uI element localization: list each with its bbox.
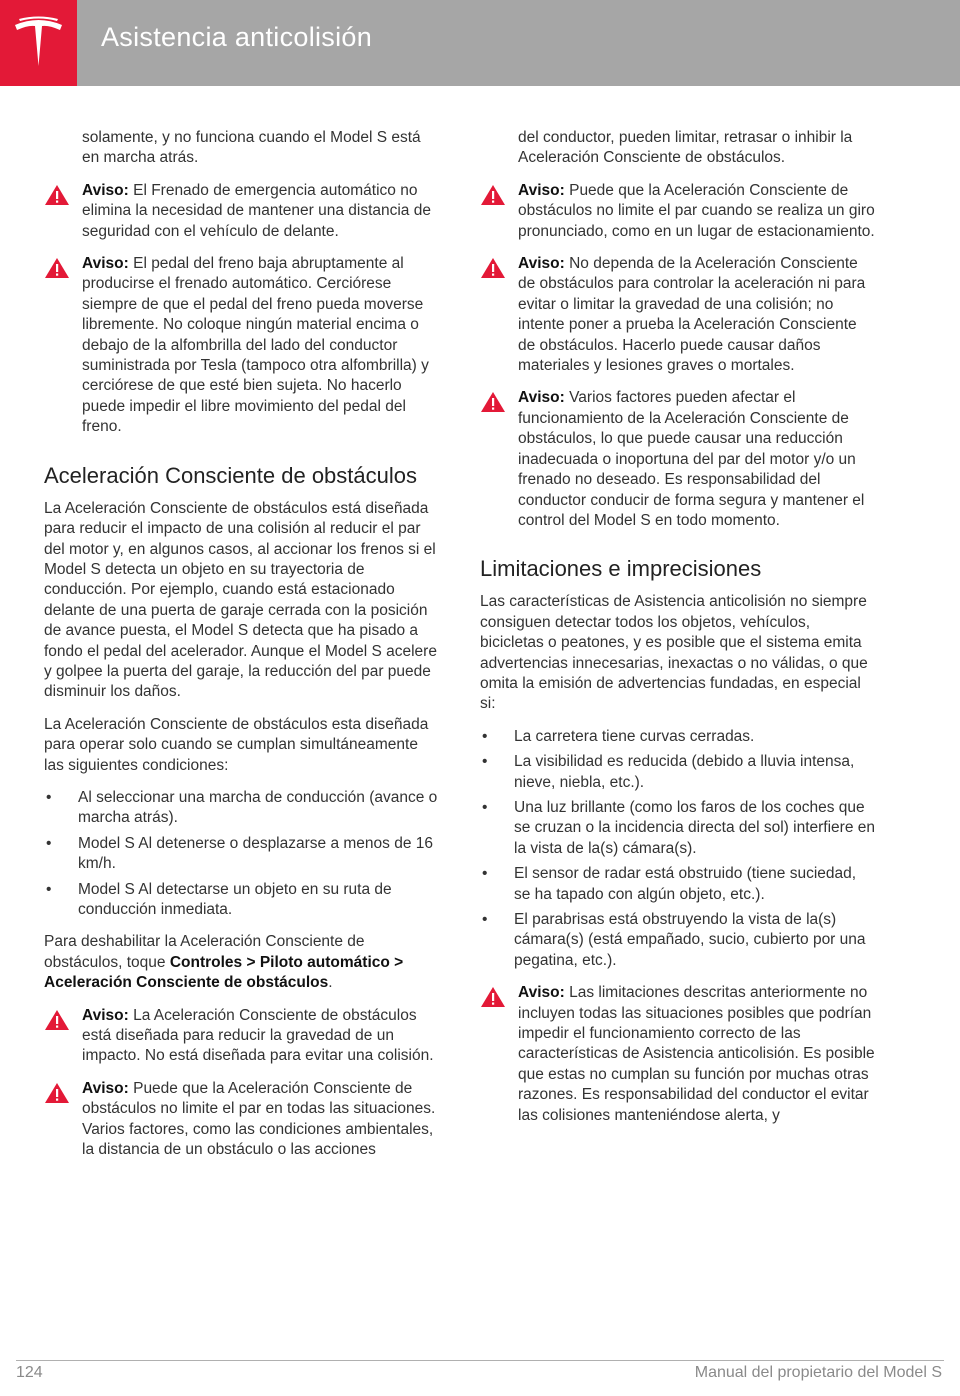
warning-text: La Aceleración Consciente de obstáculos está diseñada para reducir la gravedad de un impacto. No está diseñada para evitar una colisión.: [82, 1006, 434, 1065]
warning-label: Aviso:: [518, 389, 565, 407]
list-item: • La visibilidad es reducida (debido a lluvia intensa, nieve, niebla, etc.).: [480, 752, 876, 793]
warning-text: El Frenado de emergencia automático no elimina la necesidad de mantener una distancia de seguridad con el vehículo de delante.: [82, 181, 431, 240]
warning-do-not-rely: [480, 254, 876, 376]
conditions-list: [44, 788, 440, 920]
list-item: • Al seleccionar una marcha de conducción (avance o marcha atrás).: [44, 788, 440, 829]
left-column: [44, 128, 440, 1172]
continued-paragraph: del conductor, pueden limitar, retrasar o inhibir la Aceleración Consciente de obstáculos.: [518, 129, 853, 167]
list-item: • El sensor de radar está obstruido (tiene suciedad, se ha tapado con algún objeto, etc.).: [480, 864, 876, 905]
warning-triangle-icon: [480, 184, 506, 206]
section-heading-obstacle-acceleration: Aceleración Consciente de obstáculos: [44, 462, 418, 488]
menu-path-controls: Controles: [169, 953, 243, 971]
paragraph: Las características de Asistencia anticolisión no siempre consiguen detectar todos los objetos, vehículos, bicicletas o peatones, y es posible que el sistema emita advertencias innecesarias, inexactas o no válidas, o que omita la emisión de advertencias fundadas, en especial si:: [480, 593, 868, 713]
warning-triangle-icon: [44, 1082, 70, 1104]
list-item: • Una luz brillante (como los faros de los coches que se cruzan o la incidencia directa del sol) interfiere en la vista de la(s) cámara(s).: [480, 798, 876, 859]
warning-text: Las limitaciones descritas anteriormente no incluyen todas las situaciones posibles que podrían impedir el funcionamiento correcto de las características de Asistencia anticolisión. Es posible que estas no cumplan su función por muchas otras razones. Es responsabilidad del conductor el evitar las colisiones manteniéndose alerta, y: [518, 984, 875, 1124]
list-item: • Model S Al detenerse o desplazarse a menos de 16 km/h.: [44, 834, 440, 875]
disable-instructions: [44, 932, 440, 993]
limitations-list: [480, 727, 876, 971]
warning-text: Varios factores pueden afectar el funcionamiento de la Aceleración Consciente de obstáculos, lo que puede causar una reducción inadecuada o inoportuna del par del motor y/o un frenado no deseado. Es responsabilidad del conductor conducir de forma segura y mantener el control del Model S en todo momento.: [518, 389, 865, 529]
menu-path-separator: >: [389, 953, 404, 971]
instruction-end: .: [328, 974, 333, 992]
menu-path-autopilot: Piloto automático: [259, 953, 390, 971]
instruction-text: Para deshabilitar la Aceleración Consciente de obstáculos, toque: [44, 933, 365, 971]
warning-text: Puede que la Aceleración Consciente de obstáculos no limite el par en todas las situaciones. Varios factores, como las condiciones ambientales, la distancia de un obstáculo o las acciones: [82, 1079, 436, 1159]
list-item: • La carretera tiene curvas cerradas.: [480, 727, 876, 747]
paragraph: La Aceleración Consciente de obstáculos está diseñada para reducir el impacto de una colisión al reducir el par del motor y, en algunos casos, al accionar los frenos si el Model S detecta un objeto en su trayectoria de conducción. Por ejemplo, cuando está estacionado delante de una puerta de garaje cerrada con la posición de avance puesta, el Model S detecta que ha pisado a fondo el pedal del acelerador. Aunque el Model S acelere y golpee la puerta del garaje, la reducción del par puede disminuir los daños.: [44, 499, 437, 701]
page-header: [0, 0, 960, 86]
right-column: [480, 128, 876, 1138]
warning-limitations: [480, 983, 876, 1126]
warning-torque-limit: [44, 1079, 440, 1161]
logo-box: [0, 0, 77, 86]
list-item: • El parabrisas está obstruyendo la vista de la(s) cámara(s) (está empañado, sucio, cubierto por una pegatina, etc.).: [480, 910, 876, 971]
warning-text: No dependa de la Aceleración Consciente de obstáculos para controlar la aceleración ni para evitar o limitar la gravedad de una colisión; no intente poner a prueba la Aceleración Consciente de obstáculos. Hacerlo puede causar daños materiales y lesiones graves o mortales.: [518, 255, 866, 375]
warning-factors: [480, 388, 876, 531]
footer-divider: [16, 1360, 944, 1361]
warning-label: Aviso:: [82, 1079, 129, 1097]
warning-triangle-icon: [480, 391, 506, 413]
intro-paragraph: solamente, y no funciona cuando el Model S está en marcha atrás.: [82, 129, 421, 167]
warning-reduce-severity: [44, 1006, 440, 1067]
page-number: 124: [16, 1364, 43, 1381]
warning-triangle-icon: [44, 184, 70, 206]
tesla-logo-icon: [11, 16, 66, 71]
warning-triangle-icon: [44, 1009, 70, 1031]
warning-aeb-distance: [44, 181, 440, 242]
paragraph: La Aceleración Consciente de obstáculos esta diseñada para operar solo cuando se cumplan simultáneamente las siguientes condiciones:: [44, 715, 429, 774]
warning-label: Aviso:: [518, 984, 565, 1002]
warning-label: Aviso:: [518, 181, 565, 199]
warning-label: Aviso:: [82, 1006, 129, 1024]
warning-text: El pedal del freno baja abruptamente al producirse el frenado automático. Cerciórese siempre de que el pedal del freno pueda moverse libremente. No coloque ningún material encima o debajo de la alfombrilla del lado del conductor suministrada por Tesla (tampoco otra alfombrilla) y cerciórese de que esté bien sujeta. No hacerlo puede impedir el libre movimiento del pedal del freno.: [82, 255, 429, 436]
menu-path-separator: >: [242, 953, 260, 971]
menu-path-obstacle-acceleration: Aceleración Consciente de obstáculos: [44, 974, 329, 992]
warning-text: Puede que la Aceleración Consciente de obstáculos no limite el par cuando se realiza un giro pronunciado, como en un lugar de estacionamiento.: [518, 181, 875, 240]
warning-sharp-turn: [480, 181, 876, 242]
section-heading-limitations: Limitaciones e imprecisiones: [480, 556, 762, 582]
warning-label: Aviso:: [82, 181, 129, 199]
page-title: Asistencia anticolisión: [101, 22, 373, 52]
warning-triangle-icon: [44, 257, 70, 279]
warning-triangle-icon: [480, 257, 506, 279]
manual-title: Manual del propietario del Model S: [694, 1364, 942, 1381]
warning-triangle-icon: [480, 986, 506, 1008]
warning-label: Aviso:: [518, 255, 565, 273]
warning-label: Aviso:: [82, 255, 129, 273]
warning-brake-pedal: [44, 254, 440, 438]
list-item: • Model S Al detectarse un objeto en su ruta de conducción inmediata.: [44, 880, 440, 921]
